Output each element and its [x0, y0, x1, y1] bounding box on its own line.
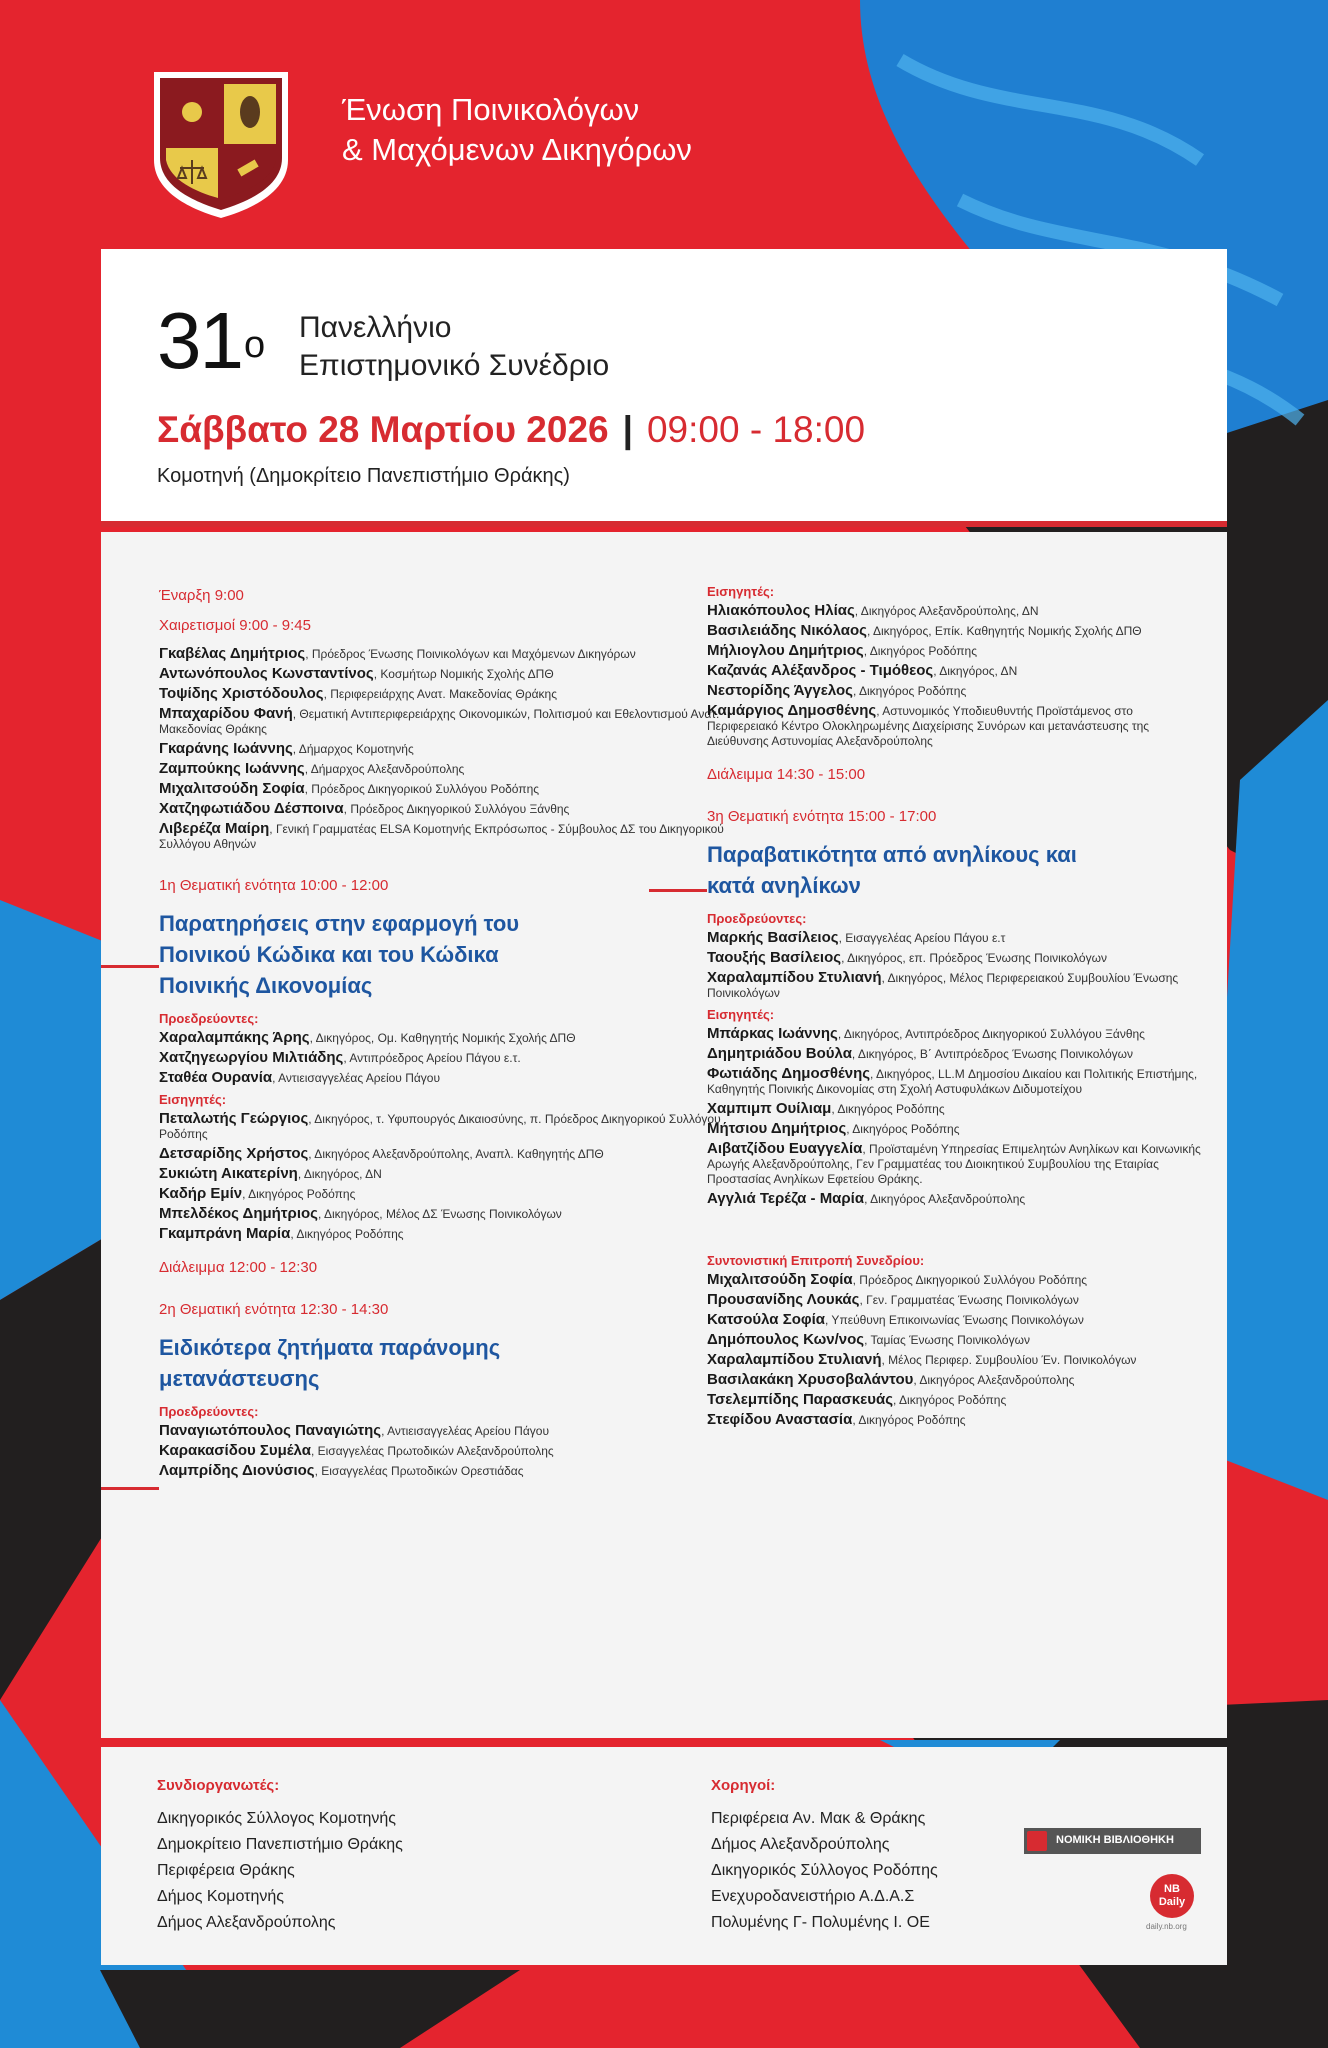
org-name-line2: & Μαχόμενων Δικηγόρων: [342, 132, 692, 167]
person-role: , Δικηγόρος Ροδόπης: [863, 644, 977, 658]
break2-label: Διάλειμμα 14:30 - 15:00: [707, 766, 866, 783]
person-name: Ζαμπούκης Ιωάννης: [159, 760, 305, 777]
time-text: 09:00 - 18:00: [646, 409, 866, 450]
person-entry: [159, 1070, 739, 1086]
person-entry: [159, 1226, 739, 1242]
person-entry: [707, 663, 1207, 679]
person-name: Πεταλωτής Γεώργιος: [159, 1110, 309, 1127]
person-name: Γκαμπράνη Μαρία: [159, 1225, 291, 1242]
sponsors-block: [711, 1777, 1031, 1936]
person-name: Μιχαλιτσούδη Σοφία: [707, 1271, 853, 1288]
date-text: Σάββατο 28 Μαρτίου 2026: [157, 409, 609, 450]
person-role: , Δικηγόρος, Επίκ. Καθηγητής Νομικής Σχολής ΔΠΘ: [866, 624, 1142, 638]
person-name: Φωτιάδης Δημοσθένης: [707, 1065, 871, 1082]
person-name: Συκιώτη Αικατερίνη: [159, 1165, 298, 1182]
person-name: Χατζηφωτιάδου Δέσποινα: [159, 800, 344, 817]
person-entry: [707, 1312, 1207, 1328]
person-role: , Προϊσταμένη Υπηρεσίας Επιμελητών Ανηλίκων και Κοινωνικής Αρωγής Αλεξανδρούπολης, Γεν Γραμματέας του Διοικητικού Συμβουλίου της Εταιρίας Προστασίας Ανηλίκων Εφετείου Θράκης.: [707, 1142, 1201, 1186]
person-role: , Δικηγόρος, τ. Υφυπουργός Δικαιοσύνης, π. Πρόεδρος Δικηγορικού Συλλόγου Ροδόπης: [159, 1112, 721, 1141]
person-role: , Δικηγόρος, Αντιπρόεδρος Δικηγορικού Συλλόγου Ξάνθης: [837, 1027, 1145, 1041]
person-entry: [707, 603, 1207, 619]
opening-label: Έναρξη 9:00: [159, 587, 244, 604]
person-name: Νεστορίδης Άγγελος: [707, 682, 853, 699]
person-entry: [707, 1066, 1207, 1097]
person-entry: [707, 1372, 1207, 1388]
person-role: , Αντιεισαγγελέας Αρείου Πάγου: [272, 1071, 441, 1085]
person-entry: [159, 1423, 739, 1439]
person-entry: [707, 970, 1207, 1001]
person-entry: [707, 1272, 1207, 1288]
person-name: Μαρκής Βασίλειος: [707, 929, 839, 946]
person-name: Λιβερέζα Μαίρη: [159, 820, 270, 837]
person-role: , Δικηγόρος, LL.M Δημοσίου Δικαίου και Πολιτικής Επιστήμης, Καθηγητής Ποινικής Δικονομίας στη Σχολή Αστυφυλάκων Διδυμοτείχου: [707, 1067, 1198, 1096]
person-role: , Γεν. Γραμματέας Ένωσης Ποινικολόγων: [859, 1293, 1079, 1307]
person-role: , Πρόεδρος Δικηγορικού Συλλόγου Ροδόπης: [304, 782, 540, 796]
partner-item: Δήμος Αλεξανδρούπολης: [157, 1914, 336, 1931]
section1-title: Παρατηρήσεις στην εφαρμογή του Ποινικού Κώδικα και του Κώδικα Ποινικής Δικονομίας: [159, 911, 520, 998]
person-entry: [159, 1186, 739, 1202]
person-name: Προυσανίδης Λουκάς: [707, 1291, 860, 1308]
person-name: Αγγλιά Τερέζα - Μαρία: [707, 1190, 865, 1207]
committee-list: [707, 1272, 1207, 1428]
person-name: Κατσούλα Σοφία: [707, 1311, 825, 1328]
person-role: , Δικηγόρος, Μέλος ΔΣ Ένωσης Ποινικολόγων: [317, 1207, 562, 1221]
conference-title: [299, 309, 609, 385]
partner-item: Δήμος Κομοτηνής: [157, 1888, 284, 1905]
person-entry: [707, 1141, 1207, 1187]
section3-chairs-list: [707, 930, 1207, 1001]
person-entry: [159, 1206, 739, 1222]
person-entry: [159, 706, 739, 737]
greetings-list: [159, 646, 739, 852]
coorganizers-label: Συνδιοργανωτές:: [157, 1777, 280, 1794]
person-entry: [159, 1111, 739, 1142]
break1-label: Διάλειμμα 12:00 - 12:30: [159, 1259, 318, 1276]
conference-header-card: [101, 249, 1227, 521]
person-role: , Δικηγόρος Αλεξανδρούπολης, Αναπλ. Καθηγητής ΔΠΘ: [308, 1147, 604, 1161]
person-role: , Δήμαρχος Αλεξανδρούπολης: [304, 762, 465, 776]
person-role: , Αστυνομικός Υποδιευθυντής Προϊστάμενος στο Περιφερειακό Κέντρο Ολοκληρωμένης Διαχείρισης Συνόρων και μετανάστευσης της Διεύθυνσης Αστυνομίας Αλεξανδρούπολης: [707, 704, 1150, 748]
sponsors-label: Χορηγοί:: [711, 1777, 776, 1794]
section1-chairs-label: Προεδρεύοντες:: [159, 1011, 259, 1026]
person-name: Βασιλακάκη Χρυσοβαλάντου: [707, 1371, 914, 1388]
conference-number: $31^o$: [157, 296, 264, 385]
committee-label: Συντονιστική Επιτροπή Συνεδρίου:: [707, 1253, 925, 1268]
person-name: Αιβατζίδου Ευαγγελία: [707, 1140, 863, 1157]
section3-speakers-list: [707, 1026, 1207, 1207]
person-entry: [707, 930, 1207, 946]
person-role: , Κοσμήτωρ Νομικής Σχολής ΔΠΘ: [373, 667, 554, 681]
conference-title-line1: Πανελλήνιο: [299, 311, 452, 344]
person-name: Γκαράνης Ιωάννης: [159, 740, 293, 757]
person-role: , Δικηγόρος Ροδόπης: [852, 684, 967, 698]
section2-label: 2η Θεματική ενότητα 12:30 - 14:30: [159, 1301, 389, 1318]
person-role: , Πρόεδρος Δικηγορικού Συλλόγου Ξάνθης: [343, 802, 570, 816]
partner-item: Δικηγορικός Σύλλογος Ροδόπης: [711, 1862, 938, 1879]
partner-item: Περιφέρεια Θράκης: [157, 1862, 295, 1879]
person-entry: [707, 1191, 1207, 1207]
partner-item: Δημοκρίτειο Πανεπιστήμιο Θράκης: [157, 1836, 403, 1853]
person-entry: [707, 1332, 1207, 1348]
coorganizers-list: [157, 1806, 557, 1936]
nomiki-vivliothiki-logo: [1024, 1828, 1201, 1854]
person-name: Καρακασίδου Συμέλα: [159, 1442, 311, 1459]
person-name: Χαραλαμπάκης Άρης: [159, 1029, 310, 1046]
person-role: , Δικηγόρος Ροδόπης: [852, 1413, 966, 1427]
org-name-line1: Ένωση Ποινικολόγων: [342, 92, 640, 127]
person-name: Ταουξής Βασίλειος: [707, 949, 842, 966]
person-role: , Θεματική Αντιπεριφερειάρχης Οικονομικών, Πολιτισμού και Εθελοντισμού Ανατ. Μακεδονίας Θράκης: [159, 707, 720, 736]
section2-speakers-list: [707, 603, 1207, 749]
person-entry: [159, 801, 739, 817]
person-name: Σταθέα Ουρανία: [159, 1069, 273, 1086]
person-entry: [159, 646, 739, 662]
person-role: , Δικηγόρος, Μέλος Περιφερειακού Συμβουλίου Ένωσης Ποινικολόγων: [707, 971, 1179, 1000]
person-entry: [159, 761, 739, 777]
person-name: Δημόπουλος Κων/νος: [707, 1331, 865, 1348]
section3-chairs-label: Προεδρεύοντες:: [707, 911, 807, 926]
partner-item: Ενεχυροδανειστήριο Α.Δ.Α.Σ: [711, 1888, 915, 1905]
section3-label: 3η Θεματική ενότητα 15:00 - 17:00: [707, 808, 937, 825]
person-entry: [159, 741, 739, 757]
person-name: Δετσαρίδης Χρήστος: [159, 1145, 309, 1162]
person-name: Μπάρκας Ιωάννης: [707, 1025, 838, 1042]
person-entry: [707, 1046, 1207, 1062]
person-role: , Δήμαρχος Κομοτηνής: [292, 742, 414, 756]
conference-location: Κομοτηνή (Δημοκρίτειο Πανεπιστήμιο Θράκης): [157, 465, 570, 487]
person-role: , Εισαγγελέας Πρωτοδικών Αλεξανδρούπολης: [310, 1444, 554, 1458]
program-right-column: [707, 584, 1207, 1432]
person-role: , Αντιπρόεδρος Αρείου Πάγου ε.τ.: [343, 1051, 521, 1065]
person-role: , Δικηγόρος Αλεξανδρούπολης, ΔΝ: [854, 604, 1039, 618]
date-separator: |: [622, 409, 633, 450]
person-role: , Δικηγόρος Ροδόπης: [290, 1227, 404, 1241]
person-name: Μπαχαρίδου Φανή: [159, 705, 293, 722]
person-role: , Δικηγόρος Ροδόπης: [831, 1102, 945, 1116]
person-entry: [159, 1463, 739, 1479]
person-name: Δημητριάδου Βούλα: [707, 1045, 852, 1062]
person-entry: [707, 1412, 1207, 1428]
person-role: , Εισαγγελέας Αρείου Πάγου ε.τ: [838, 931, 1006, 945]
nomiki-label: ΝΟΜΙΚΗ ΒΙΒΛΙΟΘΗΚΗ: [1056, 1834, 1174, 1846]
section1-speakers-label: Εισηγητές:: [159, 1092, 227, 1107]
person-entry: [159, 666, 739, 682]
person-role: , Δικηγόρος Αλεξανδρούπολης: [864, 1192, 1026, 1206]
person-name: Παναγιωτόπουλος Παναγιώτης: [159, 1422, 382, 1439]
header-divider: [101, 521, 1227, 527]
person-name: Τοψίδης Χριστόδουλος: [159, 685, 324, 702]
section1-label: 1η Θεματική ενότητα 10:00 - 12:00: [159, 877, 389, 894]
section2-chairs-label: Προεδρεύοντες:: [159, 1404, 259, 1419]
person-name: Μήτσιου Δημήτριος: [707, 1120, 847, 1137]
person-entry: [707, 1121, 1207, 1137]
person-name: Μπελδέκος Δημήτριος: [159, 1205, 318, 1222]
person-entry: [159, 1146, 739, 1162]
person-role: , Δικηγόρος, Ομ. Καθηγητής Νομικής Σχολής ΔΠΘ: [309, 1031, 576, 1045]
person-name: Χαμπιμπ Ουίλιαμ: [707, 1100, 832, 1117]
person-entry: [707, 683, 1207, 699]
person-role: , Περιφερειάρχης Ανατ. Μακεδονίας Θράκης: [323, 687, 557, 701]
person-name: Καμάργιος Δημοσθένης: [707, 702, 877, 719]
person-role: , Εισαγγελέας Πρωτοδικών Ορεστιάδας: [314, 1464, 524, 1478]
section-marker-line: [101, 1487, 159, 1490]
conference-title-line2: Επιστημονικό Συνέδριο: [299, 349, 610, 382]
section-marker-line: [101, 965, 159, 968]
person-entry: [707, 950, 1207, 966]
person-entry: [707, 703, 1207, 749]
person-name: Μιχαλιτσούδη Σοφία: [159, 780, 305, 797]
section3-title: Παραβατικότητα από ανηλίκους και κατά ανηλίκων: [707, 842, 1077, 898]
person-name: Γκαβέλας Δημήτριος: [159, 645, 306, 662]
program-card: [101, 532, 1227, 1738]
person-entry: [707, 1392, 1207, 1408]
person-role: , Δικηγόρος Ροδόπης: [242, 1187, 356, 1201]
org-name: [342, 90, 692, 170]
conference-date: [157, 409, 865, 451]
person-name: Τσελεμπίδης Παρασκευάς: [707, 1391, 893, 1408]
person-name: Καδήρ Εμίν: [159, 1185, 243, 1202]
crest-shield-logo: [146, 68, 296, 220]
person-name: Στεφίδου Αναστασία: [707, 1411, 853, 1428]
person-name: Βασιλειάδης Νικόλαος: [707, 622, 867, 639]
section2-title: Ειδικότερα ζητήματα παράνομης μετανάστευσης: [159, 1335, 501, 1391]
person-entry: [159, 781, 739, 797]
program-left-column: [159, 588, 739, 1483]
person-role: , Δικηγόρος, ΔΝ: [933, 664, 1018, 678]
person-name: Μήλιογλου Δημήτριος: [707, 642, 864, 659]
person-role: , Αντιεισαγγελέας Αρείου Πάγου: [381, 1424, 550, 1438]
partners-card: [101, 1747, 1227, 1965]
person-entry: [707, 1101, 1207, 1117]
person-role: , Δικηγόρος Αλεξανδρούπολης: [913, 1373, 1075, 1387]
partner-item: Πολυμένης Γ- Πολυμένης Ι. ΟΕ: [711, 1914, 930, 1931]
person-name: Χαραλαμπίδου Στυλιανή: [707, 1351, 882, 1368]
person-name: Χατζηγεωργίου Μιλτιάδης: [159, 1049, 344, 1066]
nb-daily-logo: [1150, 1874, 1194, 1918]
person-entry: [159, 1030, 739, 1046]
person-name: Χαραλαμπίδου Στυλιανή: [707, 969, 882, 986]
person-role: , Δικηγόρος, ΔΝ: [297, 1167, 382, 1181]
partner-item: Δικηγορικός Σύλλογος Κομοτηνής: [157, 1810, 396, 1827]
nomiki-icon: [1027, 1831, 1047, 1851]
person-role: , Γενική Γραμματέας ELSA Κομοτηνής Εκπρόσωπος - Σύμβουλος ΔΣ του Δικηγορικού Συλλόγου Αθηνών: [159, 822, 724, 851]
person-name: Ηλιακόπουλος Ηλίας: [707, 602, 855, 619]
person-entry: [159, 686, 739, 702]
person-entry: [159, 1443, 739, 1459]
person-entry: [707, 1292, 1207, 1308]
person-entry: [159, 1166, 739, 1182]
person-entry: [707, 623, 1207, 639]
partner-item: Περιφέρεια Αν. Μακ & Θράκης: [711, 1810, 926, 1827]
nb-daily-label: NB Daily: [1158, 1883, 1186, 1908]
person-entry: [707, 1026, 1207, 1042]
coorganizers-block: [157, 1777, 557, 1936]
person-role: , Δικηγόρος Ροδόπης: [846, 1122, 960, 1136]
section1-chairs-list: [159, 1030, 739, 1086]
section3-speakers-label: Εισηγητές:: [707, 1007, 775, 1022]
section2-speakers-label: Εισηγητές:: [707, 584, 775, 599]
person-role: , Δικηγόρος, Β΄ Αντιπρόεδρος Ένωσης Ποινικολόγων: [851, 1047, 1134, 1061]
person-entry: [707, 1352, 1207, 1368]
person-role: , Ταμίας Ένωσης Ποινικολόγων: [864, 1333, 1030, 1347]
person-entry: [159, 1050, 739, 1066]
section1-speakers-list: [159, 1111, 739, 1242]
greetings-label: Χαιρετισμοί 9:00 - 9:45: [159, 617, 311, 634]
person-role: , Δικηγόρος, επ. Πρόεδρος Ένωσης Ποινικολόγων: [841, 951, 1107, 965]
person-name: Αντωνόπουλος Κωνσταντίνος: [159, 665, 374, 682]
sponsors-list: [711, 1806, 1031, 1936]
section2-chairs-list: [159, 1423, 739, 1479]
person-role: , Μέλος Περιφερ. Συμβουλίου Έν. Ποινικολόγων: [881, 1353, 1137, 1367]
person-entry: [707, 643, 1207, 659]
person-role: , Υπεύθυνη Επικοινωνίας Ένωσης Ποινικολόγων: [824, 1313, 1084, 1327]
person-role: , Πρόεδρος Δικηγορικού Συλλόγου Ροδόπης: [852, 1273, 1088, 1287]
partner-item: Δήμος Αλεξανδρούπολης: [711, 1836, 890, 1853]
person-name: Καζανάς Αλέξανδρος - Τιμόθεος: [707, 662, 934, 679]
person-entry: [159, 821, 739, 852]
nb-daily-url: daily.nb.org: [1146, 1922, 1187, 1931]
person-role: , Δικηγόρος Ροδόπης: [893, 1393, 1007, 1407]
person-role: , Πρόεδρος Ένωσης Ποινικολόγων και Μαχόμενων Δικηγόρων: [305, 647, 636, 661]
person-name: Λαμπρίδης Διονύσιος: [159, 1462, 315, 1479]
